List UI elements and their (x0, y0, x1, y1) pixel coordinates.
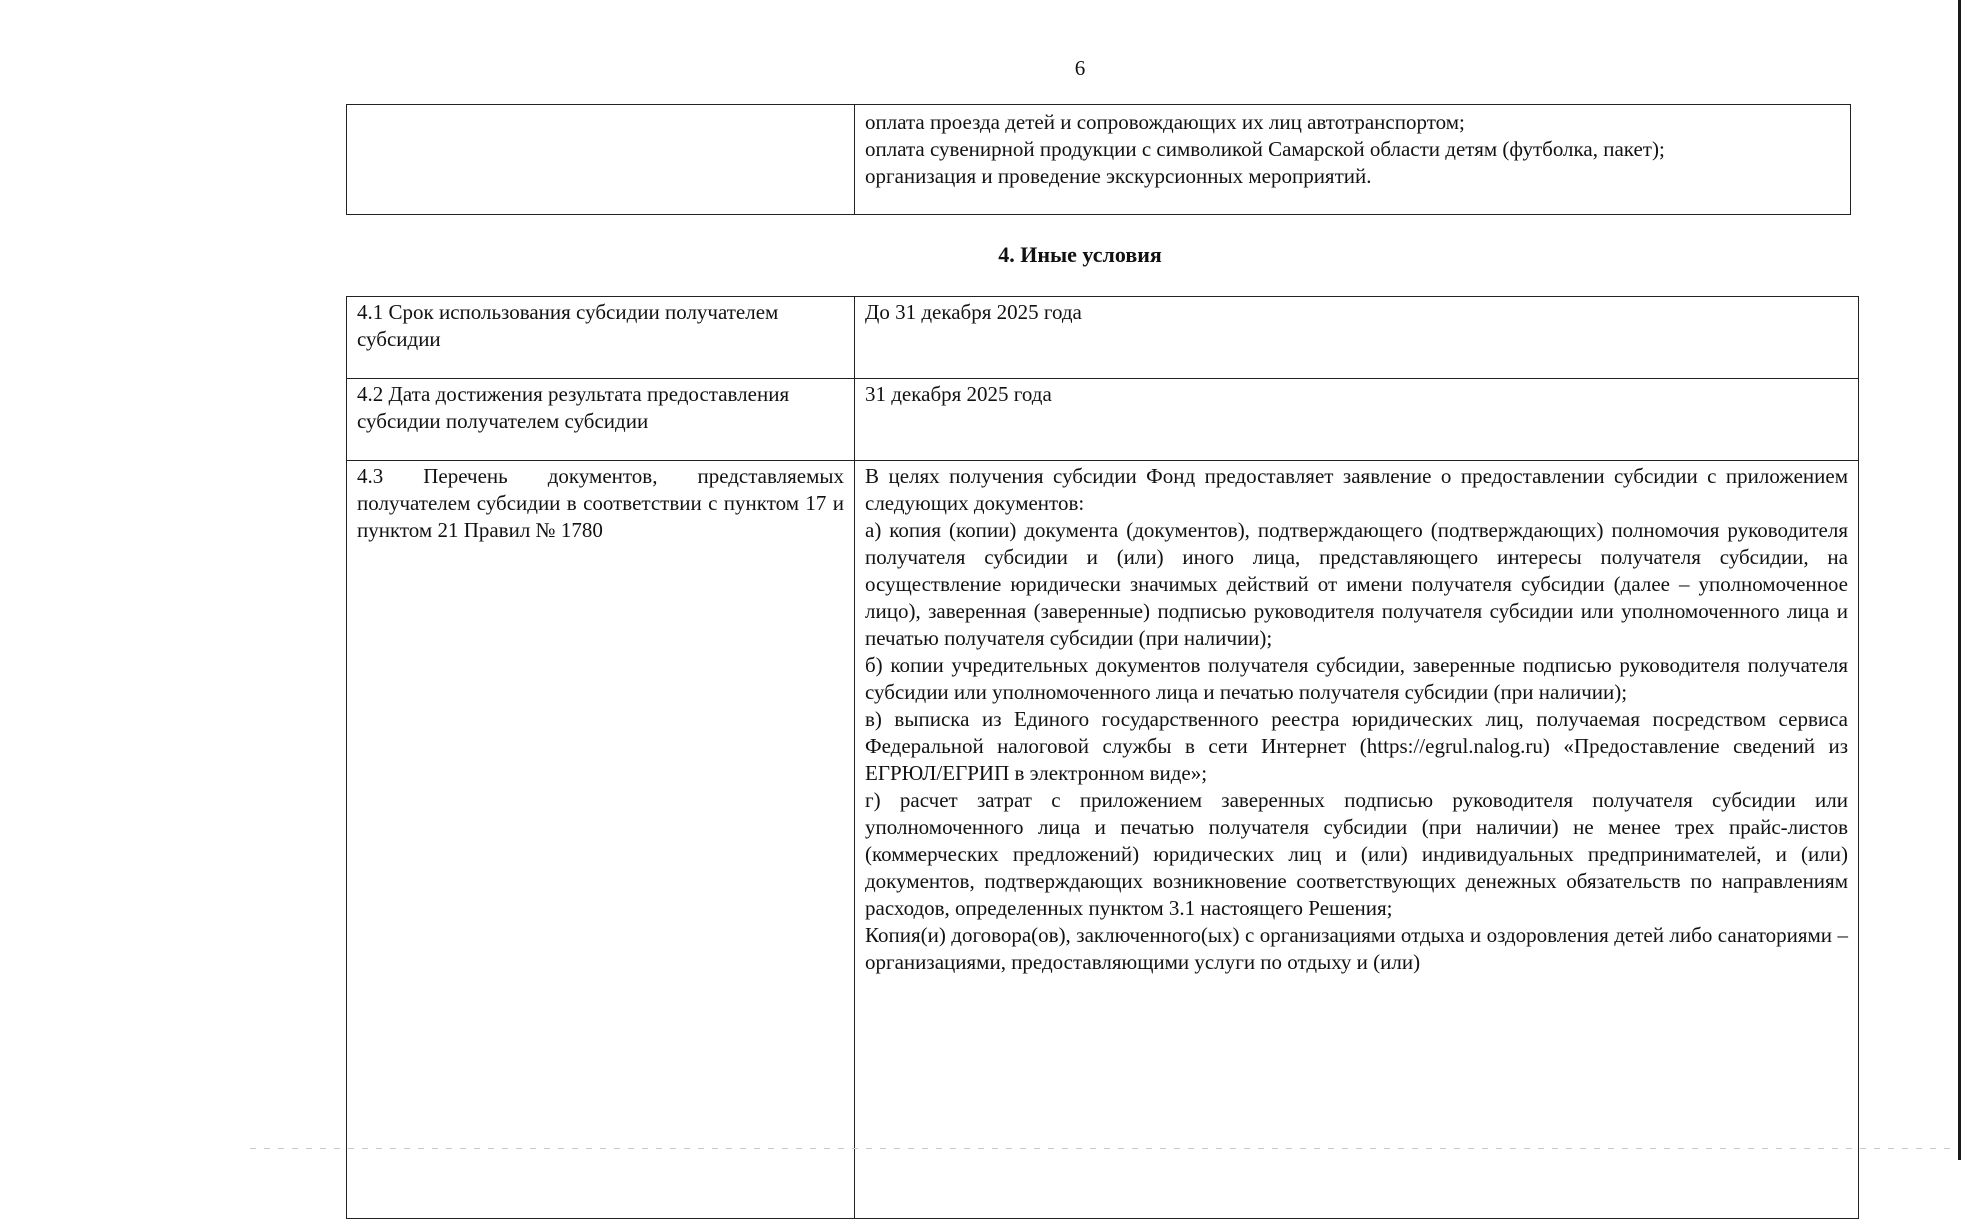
condition-label: 4.3 Перечень документов, представляемых получателем субсидии в соответствии с пунктом 17 и пунктом 21 Правил № 1780 (347, 461, 855, 1219)
condition-value: До 31 декабря 2025 года (855, 297, 1859, 379)
scan-edge-line (1958, 0, 1961, 1160)
other-conditions-table (346, 296, 1859, 1219)
scan-artifact-line (250, 1148, 1950, 1149)
section-title: 4. Иные условия (998, 242, 1162, 267)
table-row (347, 105, 1851, 215)
documents-paragraph: б) копии учредительных документов получателя субсидии, заверенные подписью руководителя получателя субсидии или уполномоченного лица и печатью получателя субсидии (при наличии); (865, 653, 1848, 704)
expense-line: оплата проезда детей и сопровождающих их лиц автотранспортом; (865, 110, 1465, 134)
table-cell-expenses (855, 105, 1851, 215)
documents-paragraph: в) выписка из Единого государственного реестра юридических лиц, получаемая посредством сервиса Федеральной налоговой службы в сети Интернет (https://egrul.nalog.ru) «Предоставление сведений из ЕГРЮЛ/ЕГРИП в электронном виде»; (865, 707, 1848, 785)
condition-value: 31 декабря 2025 года (855, 379, 1859, 461)
condition-label: 4.2 Дата достижения результата предоставления субсидии получателем субсидии (347, 379, 855, 461)
page-number: 6 (1074, 56, 1086, 80)
condition-label: 4.1 Срок использования субсидии получателем субсидии (347, 297, 855, 379)
table-row (347, 461, 1859, 1219)
table-row (347, 297, 1859, 379)
expense-line: оплата сувенирной продукции с символикой Самарской области детям (футболка, пакет); (865, 137, 1665, 161)
documents-paragraph: а) копия (копии) документа (документов), подтверждающего (подтверждающих) полномочия руководителя получателя субсидии и (или) иного лица, представляющего интересы получателя субсидии, на осуществление юридически значимых действий от имени получателя субсидии (далее – уполномоченное лицо), заверенная (заверенные) подписью руководителя получателя субсидии или уполномоченного лица и печатью получателя субсидии (при наличии); (865, 518, 1848, 650)
documents-paragraph: г) расчет затрат с приложением заверенных подписью руководителя получателя субсидии или уполномоченного лица и печатью получателя субсидии (при наличии) не менее трех прайс-листов (коммерческих предложений) юридических лиц и (или) индивидуальных предпринимателей, и (или) документов, подтверждающих возникновение соответствующих денежных обязательств по направлениям расходов, определенных пунктом 3.1 настоящего Решения; (865, 788, 1848, 920)
expense-line: организация и проведение экскурсионных мероприятий. (865, 164, 1372, 188)
documents-paragraph: В целях получения субсидии Фонд предоставляет заявление о предоставлении субсидии с приложением следующих документов: (865, 464, 1848, 515)
condition-value-documents (855, 461, 1859, 1219)
table-cell-empty (347, 105, 855, 215)
documents-paragraph: Копия(и) договора(ов), заключенного(ых) с организациями отдыха и оздоровления детей либо санаториями – организациями, предоставляющими услуги по отдыху и (или) (865, 923, 1848, 974)
expenses-continuation-table (346, 104, 1851, 215)
table-row (347, 379, 1859, 461)
